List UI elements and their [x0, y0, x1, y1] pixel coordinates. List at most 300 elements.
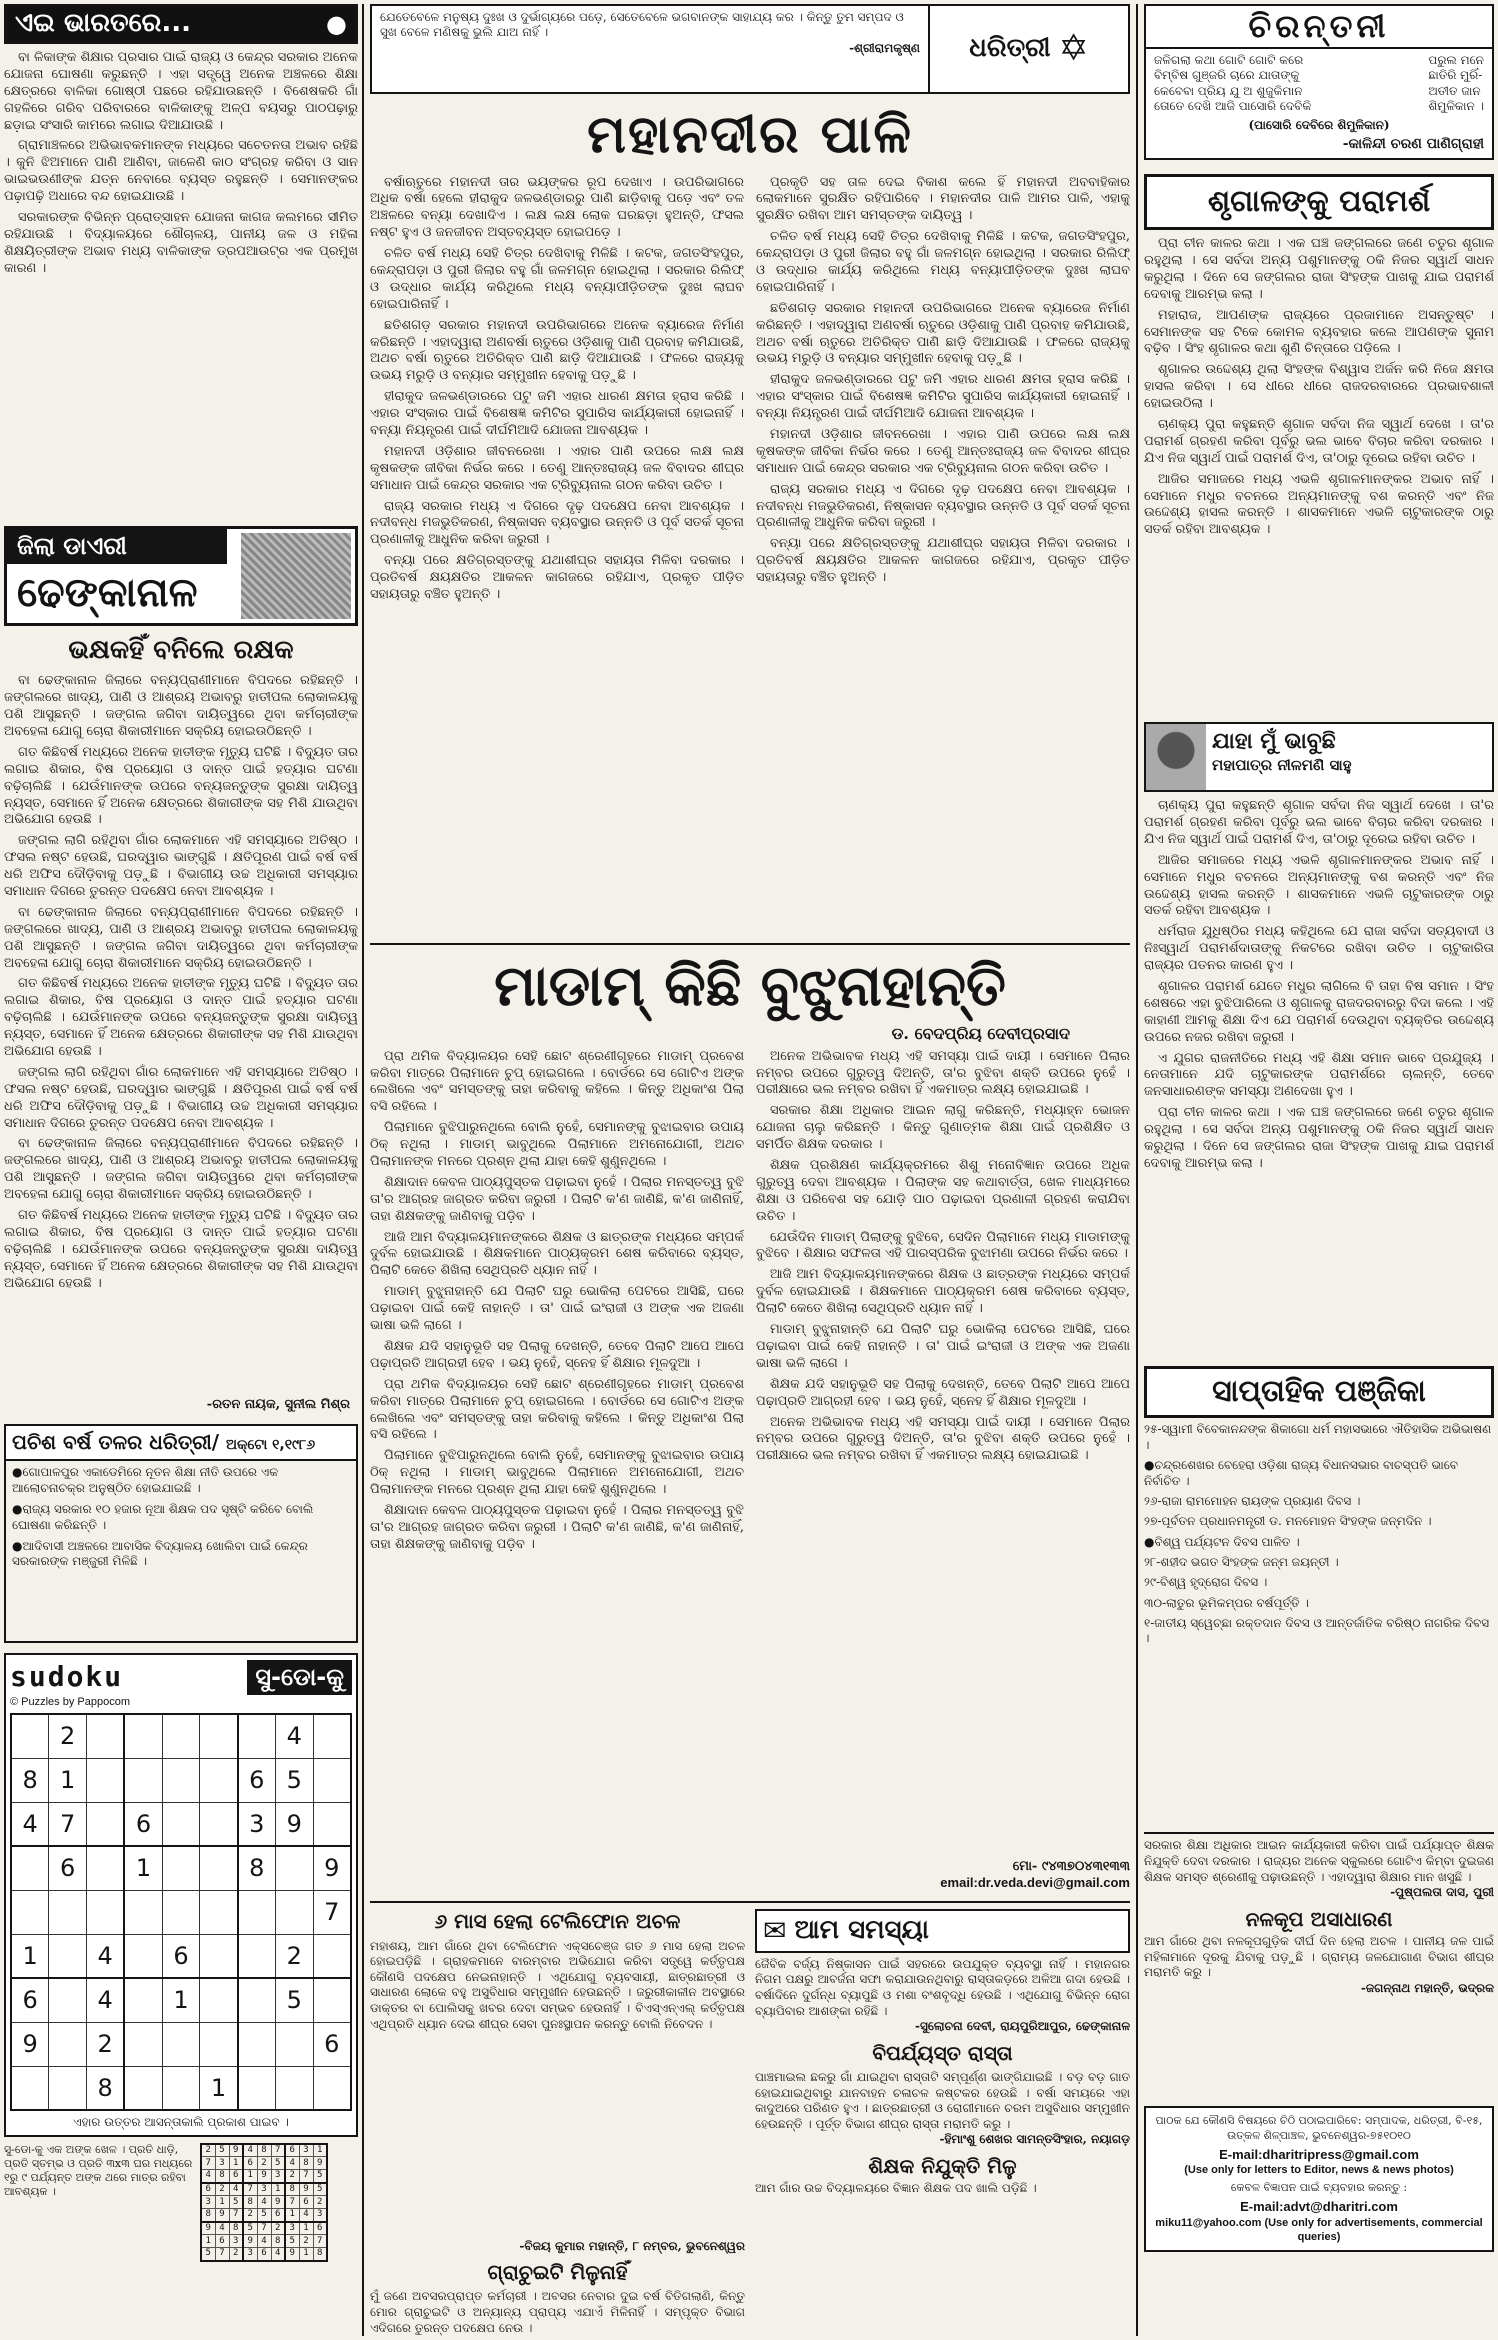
- sudoku-cell[interactable]: [162, 2066, 200, 2110]
- solution-cell: 3: [313, 2209, 327, 2222]
- sudoku-cell[interactable]: 6: [238, 1758, 276, 1802]
- sudoku-cell[interactable]: [238, 2022, 276, 2066]
- solution-cell: 8: [243, 2196, 257, 2209]
- editorial-para: ଚଳିତ ବର୍ଷ ମଧ୍ୟ ସେହି ଚିତ୍ର ଦେଖିବାକୁ ମିଳିଛି । କଟକ, ଜଗତସିଂହପୁର, କେନ୍ଦ୍ରାପଡ଼ା ଓ ପୁରୀ ଜିଲାର ବହୁ ଗାଁ ଜଳମଗ୍ନ ହୋଇଥିଲା । ସରକାର ରିଲିଫ୍ ଓ ଉଦ୍ଧାର କାର୍ଯ୍ୟ କରିଥିଲେ ମଧ୍ୟ ବନ୍ୟାପୀଡ଼ିତଙ୍କ ଦୁଃଖ ଲାଘବ ହୋଇପାରିନାହିଁ ।: [370, 246, 744, 312]
- feature-para: ମାଡାମ୍ ବୁଝୁନାହାନ୍ତି ଯେ ପିଲାଟି ଘରୁ ଭୋକିଲା ପେଟରେ ଆସିଛି, ଘରେ ପଢ଼ାଇବା ପାଇଁ କେହି ନାହାନ୍ତି । ତା' ପାଇଁ ଇଂରାଜୀ ଓ ଅଙ୍କ ଏକ ଅଜଣା ଭାଷା ଭଳି ଲାଗେ ।: [370, 1284, 744, 1334]
- section-title: ଏଇ ଭାରତରେ...: [15, 8, 191, 39]
- poem-title: ଚିରନ୍ତନୀ: [1146, 6, 1492, 49]
- sudoku-cell[interactable]: [238, 1934, 276, 1978]
- solution-cell: 5: [313, 2183, 327, 2196]
- contact-email-editor[interactable]: E-mail:dharitripress@gmail.com: [1219, 2146, 1419, 2162]
- solution-cell: 9: [201, 2222, 215, 2235]
- sudoku-cell[interactable]: 6: [11, 1978, 49, 2022]
- mail-header: [755, 1909, 1130, 1953]
- feature-para: ମାଡାମ୍ ବୁଝୁନାହାନ୍ତି ଯେ ପିଲାଟି ଘରୁ ଭୋକିଲା ପେଟରେ ଆସିଛି, ଘରେ ପଢ଼ାଇବା ପାଇଁ କେହି ନାହାନ୍ତି । ତା' ପାଇଁ ଇଂରାଜୀ ଓ ଅଙ୍କ ଏକ ଅଜଣା ଭାଷା ଭଳି ଲାଗେ ।: [756, 1322, 1130, 1371]
- solution-cell: 9: [285, 2248, 299, 2261]
- sudoku-cell[interactable]: [200, 1978, 238, 2022]
- feature-para: ଶିକ୍ଷାଦାନ କେବଳ ପାଠ୍ୟପୁସ୍ତକ ପଢ଼ାଇବା ନୁହେଁ । ପିଲାର ମନସ୍ତତ୍ୱ ବୁଝି ତା'ର ଆଗ୍ରହ ଜାଗ୍ରତ କରିବା ଜରୁରୀ । ପିଲାଟି କ'ଣ ଜାଣିଛି, କ'ଣ ଜାଣିନାହିଁ, ତାହା ଶିକ୍ଷକଙ୍କୁ ଜାଣିବାକୁ ପଡ଼ିବ ।: [370, 1174, 744, 1224]
- column-author-box: [1144, 722, 1494, 792]
- feature-para: ପ୍ରା ଥମିକ ବିଦ୍ୟାଳୟର ସେହି ଛୋଟ ଶ୍ରେଣୀଗୃହରେ ମାଡାମ୍ ପ୍ରବେଶ କରିବା ମାତ୍ରେ ପିଲାମାନେ ଚୁପ୍ ହୋଇଗଲେ । ବୋର୍ଡରେ ସେ ଗୋଟିଏ ଅଙ୍କ ଲେଖିଲେ ଏବଂ ସମସ୍ତଙ୍କୁ ତାହା କରିବାକୁ କହିଲେ । କିନ୍ତୁ ଅଧିକାଂଶ ପିଲା ବସି ରହିଲେ ।: [370, 1376, 744, 1443]
- quote-text-block: [372, 6, 928, 92]
- sudoku-cell[interactable]: 2: [49, 1714, 87, 1758]
- column-divider: [1136, 4, 1138, 2336]
- solution-cell: 1: [299, 2248, 313, 2261]
- editorial-para: ଚଳିତ ବର୍ଷ ମଧ୍ୟ ସେହି ଚିତ୍ର ଦେଖିବାକୁ ମିଳିଛି । କଟକ, ଜଗତସିଂହପୁର, କେନ୍ଦ୍ରାପଡ଼ା ଓ ପୁରୀ ଜିଲାର ବହୁ ଗାଁ ଜଳମଗ୍ନ ହୋଇଥିଲା । ସରକାର ରିଲିଫ୍ ଓ ଉଦ୍ଧାର କାର୍ଯ୍ୟ କରିଥିଲେ ମଧ୍ୟ ବନ୍ୟାପୀଡ଼ିତଙ୍କ ଦୁଃଖ ଲାଘବ ହୋଇପାରିନାହିଁ ।: [756, 229, 1130, 295]
- sudoku-cell[interactable]: 4: [275, 1714, 313, 1758]
- feature-para: ଅନେକ ଅଭିଭାବକ ମଧ୍ୟ ଏହି ସମସ୍ୟା ପାଇଁ ଦାୟୀ । ସେମାନେ ପିଲାର ନମ୍ବର ଉପରେ ଗୁରୁତ୍ୱ ଦିଅନ୍ତି, ତା'ର ବୁଝିବା ଶକ୍ତି ଉପରେ ନୁହେଁ । ପରୀକ୍ଷାରେ ଭଲ ନମ୍ବର ରଖିବା ହିଁ ଏକମାତ୍ର ଲକ୍ଷ୍ୟ ହୋଇଯାଇଛି ।: [756, 1414, 1130, 1464]
- sudoku-cell[interactable]: [313, 1714, 351, 1758]
- feature-para: ସରକାର ଶିକ୍ଷା ଅଧିକାର ଆଇନ ଲାଗୁ କରିଛନ୍ତି, ମଧ୍ୟାହ୍ନ ଭୋଜନ ଯୋଜନା ଚାଲୁ କରିଛନ୍ତି । କିନ୍ତୁ ଗୁଣାତ୍ମକ ଶିକ୍ଷା ପାଇଁ ପ୍ରଶିକ୍ଷିତ ଓ ସମର୍ପିତ ଶିକ୍ଷକ ଦରକାର ।: [756, 1103, 1130, 1153]
- sudoku-cell-row: [11, 1890, 351, 1934]
- column-para: ଆଜିର ସମାଜରେ ମଧ୍ୟ ଏଭଳି ଶୃଗାଳମାନଙ୍କର ଅଭାବ ନାହିଁ । ସେମାନେ ମଧୁର ବଚନରେ ଅନ୍ୟମାନଙ୍କୁ ବଶ କରନ୍ତି ଏବଂ ନିଜ ଉଦ୍ଦେଶ୍ୟ ହାସଲ କରନ୍ତି । ଶାସକମାନେ ଏଭଳି ଚାଟୁକାରଙ୍କ ଠାରୁ ସତର୍କ ରହିବା ଆବଶ୍ୟକ ।: [1144, 471, 1494, 538]
- solution-cell: 3: [243, 2248, 257, 2261]
- district-para-6: ଜଙ୍ଗଲ ଲାଗି ରହିଥିବା ଗାଁର ଲୋକମାନେ ଏହି ସମସ୍ୟାରେ ଅତିଷ୍ଠ । ଫସଲ ନଷ୍ଟ ହେଉଛି, ଘରଦ୍ୱାର ଭାଙ୍ଗୁଛି । କ୍ଷତିପୂରଣ ପାଇଁ ବର୍ଷ ବର୍ଷ ଧରି ଅଫିସ ଦୌଡ଼ିବାକୁ ପଡ଼ୁଛି । ବିଭାଗୀୟ ଉଚ୍ଚ ଅଧିକାରୀ ସମସ୍ୟାର ସମାଧାନ ଦିଗରେ ତୁରନ୍ତ ପଦକ୍ଷେପ ନେବା ଆବଶ୍ୟକ ।: [4, 1064, 358, 1131]
- opinion2-text: ଆମ ଗାଁରେ ଥିବା ନଳକୂପଗୁଡ଼ିକ ଦୀର୍ଘ ଦିନ ହେଲା ଅଚଳ । ପାନୀୟ ଜଳ ପାଇଁ ମହିଳାମାନେ ଦୂରକୁ ଯିବାକୁ ପଡ଼ୁଛି । ଗ୍ରାମ୍ୟ ଜଳଯୋଗାଣ ବିଭାଗ ଶୀଘ୍ର ମରାମତି କରୁ ।: [1144, 1934, 1494, 1980]
- archive-item: ●ଗୋପାଳପୁର ଏକାଡେମିରେ ନୂତନ ଶିକ୍ଷା ନୀତି ଉପରେ ଏକ ଆଲୋଚନାଚକ୍ର ଅନୁଷ୍ଠିତ ହୋଇଯାଇଛି ।: [12, 1465, 279, 1495]
- solution-cell: 8: [215, 2170, 229, 2183]
- sudoku-cell[interactable]: [200, 1934, 238, 1978]
- solution-cell: 8: [299, 2157, 313, 2170]
- solution-cell: 1: [243, 2170, 257, 2183]
- solution-cell: 4: [229, 2183, 243, 2196]
- editorial-col-1: [370, 175, 744, 935]
- column-para: ମହାରାଜ, ଆପଣଙ୍କ ରାଜ୍ୟରେ ପ୍ରଜାମାନେ ଅସନ୍ତୁଷ୍ଟ । ସେମାନଙ୍କ ସହ ଟିକେ କୋମଳ ବ୍ୟବହାର କଲେ ଆପଣଙ୍କ ସୁନାମ ବଢ଼ିବ । ସିଂହ ଶୃଗାଳର କଥା ଶୁଣି ଚିନ୍ତାରେ ପଡ଼ିଲେ ।: [1144, 307, 1494, 357]
- sudoku-cell[interactable]: [124, 1714, 162, 1758]
- india-map-icon: ●: [326, 9, 347, 38]
- letter2-text: ମୁଁ ଜଣେ ଅବସରପ୍ରାପ୍ତ କର୍ମଚାରୀ । ଅବସର ନେବାର ଦୁଇ ବର୍ଷ ବିତିଗଲାଣି, କିନ୍ତୁ ମୋର ଗ୍ରାଚୁଇଟି ଓ ଅନ୍ୟାନ୍ୟ ପ୍ରାପ୍ୟ ଏଯାଏଁ ମିଳିନାହିଁ । ସମ୍ପୃକ୍ତ ବିଭାଗ ଏଦିଗରେ ତୁରନ୍ତ ପଦକ୍ଷେପ ନେଉ ।: [370, 2289, 745, 2335]
- sudoku-cell[interactable]: [313, 1758, 351, 1802]
- solution-cell: 1: [229, 2157, 243, 2170]
- poem-author: -କାଳିନ୍ଦୀ ଚରଣ ପାଣିଗ୍ରାହୀ: [1342, 135, 1484, 152]
- feature-para: ଆଜି ଆମ ବିଦ୍ୟାଳୟମାନଙ୍କରେ ଶିକ୍ଷକ ଓ ଛାତ୍ରଙ୍କ ମଧ୍ୟରେ ସମ୍ପର୍କ ଦୁର୍ବଳ ହୋଇଯାଉଛି । ଶିକ୍ଷକମାନେ ପାଠ୍ୟକ୍ରମ ଶେଷ କରିବାରେ ବ୍ୟସ୍ତ, ପିଲାଟି କେତେ ଶିଖିଲା ସେଥିପ୍ରତି ଧ୍ୟାନ ନାହିଁ ।: [370, 1229, 744, 1279]
- solution-cell-row: [201, 2157, 327, 2170]
- solution-cell: 8: [257, 2144, 271, 2157]
- archive-box: [4, 1424, 358, 1644]
- sudoku-cell-row: [11, 1978, 351, 2022]
- archive-title: ପଚିଶ ବର୍ଷ ତଳର ଧରିତ୍ରୀ/: [12, 1429, 219, 1454]
- district-byline: -ରତନ ନାୟକ, ସୁନୀଲ ମିଶ୍ର: [206, 1397, 350, 1413]
- sudoku-box: [4, 1653, 358, 2136]
- contact-intro: ପାଠକ ଯେ କୌଣସି ବିଷୟରେ ଚିଠି ପଠାଇପାରିବେ: ସମ୍ପାଦକ, ଧରିତ୍ରୀ, ବି-୧୫, ଉତ୍କଳ ଶିଳ୍ପାଞ୍ଚଳ, ଭୁବନେଶ୍ୱର-୭୫୧୦୧୦: [1155, 2114, 1483, 2142]
- sudoku-cell[interactable]: [313, 1978, 351, 2022]
- sudoku-cell[interactable]: [124, 1758, 162, 1802]
- sudoku-cell[interactable]: [200, 1890, 238, 1934]
- sudoku-cell[interactable]: [87, 1758, 125, 1802]
- sudoku-cell[interactable]: 9: [313, 1846, 351, 1890]
- poem-lines: [1146, 49, 1492, 118]
- sudoku-cell[interactable]: [200, 1846, 238, 1890]
- archive-date: ଅକ୍ଟୋ ୧,୧୯୮୬: [225, 1436, 316, 1453]
- almanac-item: ●ଚନ୍ଦ୍ରଶେଖର ବେହେରା ଓଡ଼ିଶା ରାଜ୍ୟ ବିଧାନସଭାର ବାଚସ୍ପତି ଭାବେ ନିର୍ବାଚିତ ।: [1144, 1458, 1458, 1488]
- sudoku-cell-row: [11, 1714, 351, 1758]
- editorial-para: ବନ୍ୟା ପରେ କ୍ଷତିଗ୍ରସ୍ତଙ୍କୁ ଯଥାଶୀଘ୍ର ସହାୟତା ମିଳିବା ଦରକାର । ପ୍ରତିବର୍ଷ କ୍ଷୟକ୍ଷତିର ଆକଳନ କାଗଜରେ ରହିଯାଏ, ପ୍ରକୃତ ପୀଡ଼ିତ ସହାୟତାରୁ ବଞ୍ଚିତ ହୁଅନ୍ତି ।: [370, 553, 744, 603]
- sudoku-cell[interactable]: [49, 1934, 87, 1978]
- right-column: [1144, 4, 1494, 2336]
- solution-cell: 3: [285, 2222, 299, 2235]
- poem-subtitle: (ପାସୋରି ଦେବିରେ ଶିମୁଳିକାନ): [1248, 118, 1390, 133]
- almanac-item: ୨୬-ରାଜା ରାମମୋହନ ରାୟଙ୍କ ପ୍ରୟାଣ ଦିବସ ।: [1144, 1493, 1361, 1508]
- feature-title: ମାଡାମ୍ କିଛି ବୁଝୁନାହାନ୍ତି: [370, 943, 1130, 1023]
- sudoku-cell[interactable]: [275, 1846, 313, 1890]
- sudoku-cell[interactable]: 7: [313, 1890, 351, 1934]
- solution-cell: 7: [285, 2196, 299, 2209]
- feature-body: [370, 1049, 1130, 1859]
- solution-cell: 2: [285, 2170, 299, 2183]
- solution-cell: 2: [299, 2235, 313, 2248]
- solution-cell-row: [201, 2144, 327, 2157]
- column-para: ଚାଣକ୍ୟ ପୁରା କହୁଛନ୍ତି ଶୃଗାଳ ସର୍ବଦା ନିଜ ସ୍ୱାର୍ଥ ଦେଖେ । ତା'ର ପରାମର୍ଶ ଗ୍ରହଣ କରିବା ପୂର୍ବରୁ ଭଲ ଭାବେ ବିଚାର କରିବା ଦରକାର । ଯିଏ ନିଜ ସ୍ୱାର୍ଥ ପାଇଁ ପରାମର୍ଶ ଦିଏ, ତା'ଠାରୁ ଦୂରେଇ ରହିବା ଉଚିତ ।: [1144, 798, 1494, 847]
- sudoku-cell[interactable]: 3: [238, 1802, 276, 1846]
- sudoku-cell-row: [11, 1846, 351, 1890]
- editorial-para: ହୀରାକୁଦ ଜଳଭଣ୍ଡାରରେ ପଟୁ ଜମି ଏହାର ଧାରଣ କ୍ଷମତା ହ୍ରାସ କରିଛି । ଏହାର ସଂସ୍କାର ପାଇଁ ବିଶେଷଜ୍ଞ କମିଟିର ସୁପାରିସ କାର୍ଯ୍ୟକାରୀ ହୋଇନାହିଁ । ବନ୍ୟା ନିୟନ୍ତ୍ରଣ ପାଇଁ ଦୀର୍ଘମିଆଦି ଯୋଜନା ଆବଶ୍ୟକ ।: [370, 389, 744, 439]
- sudoku-cell[interactable]: [238, 1714, 276, 1758]
- feature-para: ଶିକ୍ଷକ ଯଦି ସହାନୁଭୂତି ସହ ପିଲାକୁ ଦେଖନ୍ତି, ତେବେ ପିଲାଟି ଆପେ ଆପେ ପଢ଼ାପ୍ରତି ଆଗ୍ରହୀ ହେବ । ଭୟ ନୁହେଁ, ସ୍ନେହ ହିଁ ଶିକ୍ଷାର ମୂଳଦୁଆ ।: [370, 1338, 744, 1371]
- left-article-para-1: ବା ଳିକାଙ୍କ ଶିକ୍ଷାର ପ୍ରସାର ପାଇଁ ରାଜ୍ୟ ଓ କେନ୍ଦ୍ର ସରକାର ଅନେକ ଯୋଜନା ଘୋଷଣା କରୁଛନ୍ତି । ଏହା ସତ୍ତ୍ୱେ ଅନେକ ଅଞ୍ଚଳରେ ଶିକ୍ଷା କ୍ଷେତ୍ରରେ ବାଳିକା ଗୋଷ୍ଠୀ ପଛରେ ରହିଯାଉଛନ୍ତି । ବିଶେଷକରି ଗାଁ ଗହଳିରେ ଗରିବ ପରିବାରରେ ବାଳିକାଙ୍କୁ ଅଳ୍ପ ବୟସରୁ ପାଠପଢ଼ାରୁ ଛଡ଼ାଇ ସଂସାରି କାମରେ ଲଗାଇ ଦିଆଯାଉଛି ।: [4, 50, 358, 133]
- sudoku-grid[interactable]: [10, 1713, 352, 2111]
- district-para-4: ବା ଢେଙ୍କାନାଳ ଜିଲାରେ ବନ୍ୟପ୍ରାଣୀମାନେ ବିପଦରେ ରହିଛନ୍ତି । ଜଙ୍ଗଲରେ ଖାଦ୍ୟ, ପାଣି ଓ ଆଶ୍ରୟ ଅଭାବରୁ ହାତୀପଲ ଲୋକାଳୟକୁ ପଶି ଆସୁଛନ୍ତି । ଜଙ୍ଗଲ ଜଗିବା ଦାୟିତ୍ୱରେ ଥିବା କର୍ମଚାରୀଙ୍କ ଅବହେଳା ଯୋଗୁ ଚୋରା ଶିକାରୀମାନେ ସକ୍ରିୟ ହୋଇଉଠିଛନ୍ତି ।: [4, 904, 358, 971]
- almanac-item: ୧-ଜାତୀୟ ସ୍ୱେଚ୍ଛା ରକ୍ତଦାନ ଦିବସ ଓ ଆନ୍ତର୍ଜାତିକ ବରିଷ୍ଠ ନାଗରିକ ଦିବସ ।: [1144, 1616, 1490, 1646]
- sudoku-cell[interactable]: [87, 1846, 125, 1890]
- sudoku-cell-row: [11, 2022, 351, 2066]
- sudoku-cell[interactable]: [87, 1890, 125, 1934]
- sudoku-cell[interactable]: [200, 2022, 238, 2066]
- sudoku-cell[interactable]: 2: [87, 2022, 125, 2066]
- mail-text: ଜୈବିକ ବର୍ଜ୍ୟ ନିଷ୍କାସନ ପାଇଁ ସହରରେ ଉପଯୁକ୍ତ ବ୍ୟବସ୍ଥା ନାହିଁ । ମହାନଗର ନିଗମ ପକ୍ଷରୁ ଆବର୍ଜନା ସଫା କରାଯାଉନଥିବାରୁ ରାସ୍ତାକଡ଼ରେ ଅଳିଆ ଗଦା ହେଉଛି । ବର୍ଷାଦିନେ ଦୁର୍ଗନ୍ଧ ବ୍ୟାପୁଛି ଓ ମଶା ବଂଶବୃଦ୍ଧି ହେଉଛି । ଏଥିଯୋଗୁ ବିଭିନ୍ନ ରୋଗ ବ୍ୟାପିବାର ଆଶଙ୍କା ରହିଛି ।: [755, 1956, 1130, 2018]
- sudoku-cell[interactable]: 5: [275, 1978, 313, 2022]
- sudoku-cell[interactable]: 4: [87, 1934, 125, 1978]
- sudoku-cell[interactable]: 1: [11, 1934, 49, 1978]
- poem-line: ବିମ୍ବିଷ ଗୁଞ୍ଜରି ଚାରେ ଯାତାଙ୍କୁ: [1154, 68, 1300, 83]
- mail-author: -ସୁଲୋଚନା ଦେବୀ, ରାୟପୁରିଆପୁର, ଢେଙ୍କାନାଳ: [915, 2019, 1130, 2034]
- feature-para: ଆଜି ଆମ ବିଦ୍ୟାଳୟମାନଙ୍କରେ ଶିକ୍ଷକ ଓ ଛାତ୍ରଙ୍କ ମଧ୍ୟରେ ସମ୍ପର୍କ ଦୁର୍ବଳ ହୋଇଯାଉଛି । ଶିକ୍ଷକମାନେ ପାଠ୍ୟକ୍ରମ ଶେଷ କରିବାରେ ବ୍ୟସ୍ତ, ପିଲାଟି କେତେ ଶିଖିଲା ସେଥିପ୍ରତି ଧ୍ୟାନ ନାହିଁ ।: [756, 1267, 1130, 1317]
- solution-cell: 9: [271, 2196, 285, 2209]
- almanac-item: ୨୭-ପୂର୍ବତନ ପ୍ରଧାନମନ୍ତ୍ରୀ ଡ. ମନମୋହନ ସିଂହଙ୍କ ଜନ୍ମଦିନ ।: [1144, 1514, 1432, 1529]
- editorial-para: ଛତିଶଗଡ଼ ସରକାର ମହାନଦୀ ଉପରିଭାଗରେ ଅନେକ ବ୍ୟାରେଜ ନିର୍ମାଣ କରିଛନ୍ତି । ଏହାଦ୍ୱାରା ଅଣବର୍ଷା ଋତୁରେ ଓଡ଼ିଶାକୁ ପାଣି ପ୍ରବାହ କମିଯାଉଛି, ଅଥଚ ବର୍ଷା ଋତୁରେ ଅତିରିକ୍ତ ପାଣି ଛାଡ଼ି ଦିଆଯାଉଛି । ଫଳରେ ରାଜ୍ୟକୁ ଉଭୟ ମରୁଡ଼ି ଓ ବନ୍ୟାର ସମ୍ମୁଖୀନ ହେବାକୁ ପଡ଼ୁଛି ।: [370, 317, 744, 384]
- column-para: ଶୃଗାଳର ପରାମର୍ଶ ଯେତେ ମଧୁର ଲାଗିଲେ ବି ତାହା ବିଷ ସମାନ । ସିଂହ ଶେଷରେ ଏହା ବୁଝିପାରିଲେ ଓ ଶୃଗାଳକୁ ରାଜଦରବାରରୁ ବିଦା କଲେ । ଏହି କାହାଣୀ ଆମକୁ ଶିକ୍ଷା ଦିଏ ଯେ ପରାମର୍ଶ ଦେଉଥିବା ବ୍ୟକ୍ତିର ଉଦ୍ଦେଶ୍ୟ ଉପରେ ନଜର ରଖିବା ଜରୁରୀ ।: [1144, 978, 1494, 1045]
- letters-col-2: [755, 1909, 1130, 2336]
- letter1-title: ୬ ମାସ ହେଲା ଟେଲିଫୋନ ଅଚଳ: [434, 1908, 681, 1933]
- sudoku-cell[interactable]: [313, 1934, 351, 1978]
- sudoku-cell[interactable]: 4: [11, 1802, 49, 1846]
- poem-box: [1144, 4, 1494, 160]
- envelope-icon: ✉: [763, 1913, 787, 1947]
- sudoku-cell[interactable]: [162, 1758, 200, 1802]
- contact-email-alt[interactable]: miku11@yahoo.com (Use only for advertisements, commercial queries): [1155, 2217, 1483, 2244]
- column-para: ଧର୍ମରାଜ ଯୁଧିଷ୍ଠିର ମଧ୍ୟ କହିଥିଲେ ଯେ ରାଜା ସର୍ବଦା ସତ୍ୟବାଦୀ ଓ ନିଃସ୍ୱାର୍ଥ ପରାମର୍ଶଦାତାଙ୍କୁ ନିକଟରେ ରଖିବା ଉଚିତ । ଚାଟୁକାରିତା ରାଜ୍ୟର ପତନର କାରଣ ହୁଏ ।: [1144, 924, 1494, 974]
- sudoku-cell[interactable]: 6: [124, 1802, 162, 1846]
- sudoku-cell[interactable]: [11, 2066, 49, 2110]
- sudoku-cell[interactable]: [124, 1978, 162, 2022]
- solution-cell: 7: [257, 2222, 271, 2235]
- solution-cell: 5: [201, 2248, 215, 2261]
- contact-box: [1144, 2106, 1494, 2252]
- almanac-title: ସାପ୍ତାହିକ ପଞ୍ଜିକା: [1144, 1366, 1494, 1418]
- district-headline: ଭକ୍ଷକହିଁ ବନିଲେ ରକ୍ଷକ: [68, 635, 294, 665]
- editorial-para: ହୀରାକୁଦ ଜଳଭଣ୍ଡାରରେ ପଟୁ ଜମି ଏହାର ଧାରଣ କ୍ଷମତା ହ୍ରାସ କରିଛି । ଏହାର ସଂସ୍କାର ପାଇଁ ବିଶେଷଜ୍ଞ କମିଟିର ସୁପାରିସ କାର୍ଯ୍ୟକାରୀ ହୋଇନାହିଁ । ବନ୍ୟା ନିୟନ୍ତ୍ରଣ ପାଇଁ ଦୀର୍ଘମିଆଦି ଯୋଜନା ଆବଶ୍ୟକ ।: [756, 372, 1130, 422]
- solution-cell: 7: [299, 2170, 313, 2183]
- solution-cell: 6: [285, 2144, 299, 2157]
- opinion2-title: ନଳକୂପ ଅସାଧାରଣ: [1245, 1906, 1393, 1931]
- solution-cell: 7: [229, 2209, 243, 2222]
- sudoku-cell[interactable]: 1: [124, 1846, 162, 1890]
- editorial-para: ରାଜ୍ୟ ସରକାର ମଧ୍ୟ ଏ ଦିଗରେ ଦୃଢ଼ ପଦକ୍ଷେପ ନେବା ଆବଶ୍ୟକ । ନଦୀବନ୍ଧ ମଜଭୁତିକରଣ, ନିଷ୍କାସନ ବ୍ୟବସ୍ଥାର ଉନ୍ନତି ଓ ପୂର୍ବ ସତର୍କ ସୂଚନା ପ୍ରଣାଳୀକୁ ଆଧୁନିକ କରିବା ଜରୁରୀ ।: [756, 481, 1130, 531]
- solution-cell: 2: [271, 2222, 285, 2235]
- district-article: [4, 673, 358, 1393]
- feature-footer: [370, 1859, 1130, 1893]
- solution-cell: 2: [257, 2157, 271, 2170]
- solution-cell: 8: [313, 2248, 327, 2261]
- column-para: ପ୍ରା ଚୀନ କାଳର କଥା । ଏକ ଘଞ୍ଚ ଜଙ୍ଗଲରେ ଜଣେ ଚତୁର ଶୃଗାଳ ରହୁଥିଲା । ସେ ସର୍ବଦା ଅନ୍ୟ ପଶୁମାନଙ୍କୁ ଠକି ନିଜର ସ୍ୱାର୍ଥ ସାଧନ କରୁଥିଲା । ଦିନେ ସେ ଜଙ୍ଗଲର ରାଜା ସିଂହଙ୍କ ପାଖକୁ ଯାଇ ପରାମର୍ଶ ଦେବାକୁ ଆରମ୍ଭ କଲା ।: [1144, 236, 1494, 302]
- sudoku-cell[interactable]: [313, 1802, 351, 1846]
- mail-header-title: ଆମ ସମସ୍ୟା: [794, 1915, 929, 1946]
- district-diary-label: ଜିଲା ଡାଏରୀ: [7, 529, 227, 564]
- solution-cell-row: [201, 2209, 327, 2222]
- solution-cell: 5: [313, 2170, 327, 2183]
- district-para-1: ବା ଢେଙ୍କାନାଳ ଜିଲାରେ ବନ୍ୟପ୍ରାଣୀମାନେ ବିପଦରେ ରହିଛନ୍ତି । ଜଙ୍ଗଲରେ ଖାଦ୍ୟ, ପାଣି ଓ ଆଶ୍ରୟ ଅଭାବରୁ ହାତୀପଲ ଲୋକାଳୟକୁ ପଶି ଆସୁଛନ୍ତି । ଜଙ୍ଗଲ ଜଗିବା ଦାୟିତ୍ୱରେ ଥିବା କର୍ମଚାରୀଙ୍କ ଅବହେଳା ଯୋଗୁ ଚୋରା ଶିକାରୀମାନେ ସକ୍ରିୟ ହୋଇଉଠିଛନ୍ତି ।: [4, 673, 358, 739]
- archive-item: ●ଆଦିବାସୀ ଅଞ୍ଚଳରେ ଆବାସିକ ବିଦ୍ୟାଳୟ ଖୋଲିବା ପାଇଁ କେନ୍ଦ୍ର ସରକାରଙ୍କ ମଞ୍ଜୁରୀ ମିଳିଛି ।: [12, 1538, 308, 1569]
- almanac-item: ୨୮-ଶହୀଦ ଭଗତ ସିଂହଙ୍କ ଜନ୍ମ ଜୟନ୍ତୀ ।: [1144, 1554, 1339, 1569]
- column-body: [1144, 236, 1494, 716]
- feature-byline: ଡ. ବେଦପ୍ରିୟ ଦେବୀପ୍ରସାଦ: [891, 1024, 1070, 1044]
- solution-cell: 7: [215, 2248, 229, 2261]
- poem-line: ଛାତିରି ମୁରିଁ-: [1428, 68, 1483, 83]
- almanac-item: ●ବିଶ୍ୱ ପର୍ଯ୍ୟଟନ ଦିବସ ପାଳିତ ।: [1144, 1534, 1300, 1549]
- column-para: ଏ ଯୁଗର ରାଜନୀତିରେ ମଧ୍ୟ ଏହି ଶିକ୍ଷା ସମାନ ଭାବେ ପ୍ରଯୁଜ୍ୟ । ନେତାମାନେ ଯଦି ଚାଟୁକାରଙ୍କ ପରାମର୍ଶରେ ଚାଲନ୍ତି, ତେବେ ଜନସାଧାରଣଙ୍କ ସମସ୍ୟା ଅଣଦେଖା ହୁଏ ।: [1144, 1050, 1494, 1100]
- sudoku-cell[interactable]: [49, 1978, 87, 2022]
- sudoku-solution-grid: [200, 2143, 328, 2262]
- sudoku-cell[interactable]: [49, 1890, 87, 1934]
- solution-cell: 3: [271, 2170, 285, 2183]
- poem-line: ଶିମୁଳିକାନ ।: [1428, 99, 1484, 114]
- solution-cell-row: [201, 2196, 327, 2209]
- sudoku-cell[interactable]: [200, 1714, 238, 1758]
- almanac-item: ୨୫-ସ୍ୱାମୀ ବିବେକାନନ୍ଦଙ୍କ ଶିକାଗୋ ଧର୍ମ ମହାସଭାରେ ଐତିହାସିକ ଅଭିଭାଷଣ ।: [1144, 1422, 1492, 1452]
- sudoku-credit: © Puzzles by Pappocom: [10, 1696, 130, 1709]
- solution-cell: 4: [257, 2235, 271, 2248]
- sudoku-cell[interactable]: [238, 2066, 276, 2110]
- sudoku-cell[interactable]: 5: [275, 1758, 313, 1802]
- feature-para: ଶିକ୍ଷକ ଯଦି ସହାନୁଭୂତି ସହ ପିଲାକୁ ଦେଖନ୍ତି, ତେବେ ପିଲାଟି ଆପେ ଆପେ ପଢ଼ାପ୍ରତି ଆଗ୍ରହୀ ହେବ । ଭୟ ନୁହେଁ, ସ୍ନେହ ହିଁ ଶିକ୍ଷାର ମୂଳଦୁଆ ।: [756, 1376, 1130, 1409]
- feature-col-1: [370, 1049, 744, 1859]
- solution-cell: 8: [285, 2183, 299, 2196]
- mail3-text: ଆମ ଗାଁର ଉଚ୍ଚ ବିଦ୍ୟାଳୟରେ ବିଜ୍ଞାନ ଶିକ୍ଷକ ପଦ ଖାଲି ପଡ଼ିଛି ।: [755, 2181, 1037, 2196]
- sudoku-cell[interactable]: 6: [313, 2022, 351, 2066]
- feature-para: ଅନେକ ଅଭିଭାବକ ମଧ୍ୟ ଏହି ସମସ୍ୟା ପାଇଁ ଦାୟୀ । ସେମାନେ ପିଲାର ନମ୍ବର ଉପରେ ଗୁରୁତ୍ୱ ଦିଅନ୍ତି, ତା'ର ବୁଝିବା ଶକ୍ତି ଉପରେ ନୁହେଁ । ପରୀକ୍ଷାରେ ଭଲ ନମ୍ବର ରଖିବା ହିଁ ଏକମାତ୍ର ଲକ୍ଷ୍ୟ ହୋଇଯାଇଛି ।: [756, 1048, 1130, 1098]
- solution-cell: 7: [201, 2157, 215, 2170]
- sudoku-cell[interactable]: 4: [87, 1978, 125, 2022]
- solution-cell: 4: [285, 2157, 299, 2170]
- solution-cell: 4: [271, 2248, 285, 2261]
- sudoku-title-odia: ସୁ-ଡୋ-କୁ: [247, 1660, 352, 1695]
- column-author-text: [1206, 724, 1492, 790]
- district-photo: [241, 533, 351, 619]
- solution-cell: 5: [215, 2144, 229, 2157]
- archive-list: [6, 1461, 356, 1641]
- sudoku-cell[interactable]: [200, 1802, 238, 1846]
- almanac-item: ୨୯-ବିଶ୍ୱ ହୃଦ୍‌ରୋଗ ଦିବସ ।: [1144, 1575, 1268, 1590]
- letter2-title: ଗ୍ରାଚୁଇଟି ମିଳୁନାହିଁ: [487, 2259, 628, 2284]
- solution-cell: 4: [299, 2209, 313, 2222]
- editorial-para: ଛତିଶଗଡ଼ ସରକାର ମହାନଦୀ ଉପରିଭାଗରେ ଅନେକ ବ୍ୟାରେଜ ନିର୍ମାଣ କରିଛନ୍ତି । ଏହାଦ୍ୱାରା ଅଣବର୍ଷା ଋତୁରେ ଓଡ଼ିଶାକୁ ପାଣି ପ୍ରବାହ କମିଯାଉଛି, ଅଥଚ ବର୍ଷା ଋତୁରେ ଅତିରିକ୍ତ ପାଣି ଛାଡ଼ି ଦିଆଯାଉଛି । ଫଳରେ ରାଜ୍ୟକୁ ଉଭୟ ମରୁଡ଼ି ଓ ବନ୍ୟାର ସମ୍ମୁଖୀନ ହେବାକୁ ପଡ଼ୁଛି ।: [756, 300, 1130, 367]
- quote-bar: [370, 4, 1130, 94]
- sudoku-cell[interactable]: 6: [162, 1934, 200, 1978]
- sudoku-cell[interactable]: 9: [275, 1802, 313, 1846]
- sudoku-cell[interactable]: [162, 1714, 200, 1758]
- solution-cell: 9: [257, 2170, 271, 2183]
- feature-col-2: [756, 1049, 1130, 1859]
- sudoku-cell[interactable]: [162, 1802, 200, 1846]
- sudoku-header: [10, 1659, 352, 1695]
- center-column: [370, 4, 1130, 2336]
- solution-cell: 6: [215, 2235, 229, 2248]
- solution-cell: 6: [257, 2248, 271, 2261]
- solution-cell: 4: [215, 2222, 229, 2235]
- solution-cell: 3: [215, 2157, 229, 2170]
- contact-note-editor: (Use only for letters to Editor, news & news photos): [1184, 2164, 1454, 2177]
- solution-cell-row: [201, 2235, 327, 2248]
- poem-line: ଅତୀତ ଜାନ: [1428, 83, 1481, 98]
- solution-cell-row: [201, 2170, 327, 2183]
- district-diary-header: [4, 526, 358, 626]
- solution-cell: 5: [257, 2209, 271, 2222]
- archive-header: [6, 1426, 356, 1462]
- solution-cell: 2: [229, 2248, 243, 2261]
- solution-cell: 7: [271, 2144, 285, 2157]
- masthead-title: ଧରିତ୍ରୀ: [969, 33, 1051, 64]
- solution-cell: 1: [201, 2235, 215, 2248]
- sudoku-cell[interactable]: [275, 2066, 313, 2110]
- sudoku-cell-row: [11, 1758, 351, 1802]
- opinion-author: -ପୁଷ୍ପଲତା ଦାସ, ପୁରୀ: [1390, 1885, 1494, 1900]
- contact-mid: କେବଳ ବିଜ୍ଞାପନ ପାଇଁ ବ୍ୟବହାର କରନ୍ତୁ :: [1230, 2181, 1408, 2195]
- editorial-title: ମହାନଦୀର ପାଳି: [587, 105, 913, 165]
- almanac-item: ୩୦-ଲାତୁର ଭୂମିକମ୍ପର ବର୍ଷପୂର୍ତ୍ତି ।: [1144, 1595, 1309, 1610]
- sudoku-cell[interactable]: [87, 1714, 125, 1758]
- solution-cell: 6: [243, 2157, 257, 2170]
- opinion-text: ସରକାର ଶିକ୍ଷା ଅଧିକାର ଆଇନ କାର୍ଯ୍ୟକାରୀ କରିବା ପାଇଁ ପର୍ଯ୍ୟାପ୍ତ ଶିକ୍ଷକ ନିଯୁକ୍ତି ଦେବା ଦରକାର । ରାଜ୍ୟର ଅନେକ ସ୍କୁଲରେ ଗୋଟିଏ କିମ୍ବା ଦୁଇଜଣ ଶିକ୍ଷକ ସମସ୍ତ ଶ୍ରେଣୀକୁ ପଢ଼ାଉଛନ୍ତି । ଏହାଦ୍ୱାରା ଶିକ୍ଷାର ମାନ ଖସୁଛି ।: [1144, 1838, 1494, 1884]
- feature-para: ଯେଉଁଦିନ ମାଡାମ୍ ପିଲାଙ୍କୁ ବୁଝିବେ, ସେଦିନ ପିଲାମାନେ ମଧ୍ୟ ମାଡାମଙ୍କୁ ବୁଝିବେ । ଶିକ୍ଷାର ସଫଳତା ଏହି ପାରସ୍ପରିକ ବୁଝାମଣା ଉପରେ ନିର୍ଭର କରେ ।: [756, 1229, 1130, 1262]
- feature-para: ଶିକ୍ଷକ ପ୍ରଶିକ୍ଷଣ କାର୍ଯ୍ୟକ୍ରମରେ ଶିଶୁ ମନୋବିଜ୍ଞାନ ଉପରେ ଅଧିକ ଗୁରୁତ୍ୱ ଦେବା ଆବଶ୍ୟକ । ପିଲାଙ୍କ ସହ କଥାବାର୍ତ୍ତା, ଖେଳ ମାଧ୍ୟମରେ ଶିକ୍ଷା ଓ ପରିବେଶ ସହ ଯୋଡ଼ି ପାଠ ପଢ଼ାଇବା ପ୍ରଣାଳୀ ଗ୍ରହଣ କରାଯିବା ଉଚିତ ।: [756, 1158, 1130, 1224]
- opinion-section: [1144, 1832, 1494, 2102]
- solution-cell: 8: [229, 2222, 243, 2235]
- solution-cell-row: [201, 2183, 327, 2196]
- sudoku-cell[interactable]: [275, 2022, 313, 2066]
- solution-cell: 4: [201, 2170, 215, 2183]
- sudoku-cell[interactable]: [162, 1890, 200, 1934]
- sudoku-cell[interactable]: [11, 1846, 49, 1890]
- sudoku-cell[interactable]: 8: [87, 2066, 125, 2110]
- solution-cell: 4: [243, 2144, 257, 2157]
- solution-cell: 8: [201, 2209, 215, 2222]
- editorial-para: ପ୍ରକୃତି ସହ ତାଳ ଦେଇ ବିକାଶ କଲେ ହିଁ ମହାନଦୀ ଅବବାହିକାର ଲୋକମାନେ ସୁରକ୍ଷିତ ରହିପାରିବେ । ମହାନଦୀର ପାଳି ଆମର ପାଳି, ଏହାକୁ ସୁରକ୍ଷିତ ରଖିବା ଆମ ସମସ୍ତଙ୍କ ଦାୟିତ୍ୱ ।: [756, 174, 1130, 224]
- sudoku-cell[interactable]: [238, 1978, 276, 2022]
- left-article-para-3: ସରକାରଙ୍କ ବିଭିନ୍ନ ପ୍ରୋତ୍ସାହନ ଯୋଜନା କାଗଜ କଲମରେ ସୀମିତ ରହିଯାଉଛି । ବିଦ୍ୟାଳୟରେ ଶୌଚାଳୟ, ପାନୀୟ ଜଳ ଓ ମହିଳା ଶିକ୍ଷୟିତ୍ରୀଙ୍କ ଅଭାବ ମଧ୍ୟ ବାଳିକାଙ୍କ ଡ୍ରପଆଉଟ୍ର ଏକ ପ୍ରମୁଖ କାରଣ ।: [4, 210, 358, 276]
- solution-cell: 6: [299, 2196, 313, 2209]
- sudoku-cell[interactable]: [162, 2022, 200, 2066]
- poem-left: [1154, 53, 1311, 114]
- poem-line: ଜଳିଗଲା କଥା ଗୋଟି ଗୋଟି କରେ: [1154, 52, 1304, 67]
- feature-email[interactable]: email:dr.veda.devi@gmail.com: [940, 1875, 1130, 1891]
- editorial-body: [370, 175, 1130, 935]
- sudoku-cell[interactable]: [49, 2066, 87, 2110]
- feature-phone: ମୋ- ୯୪୩୭୦୪୩୧୩୩: [1012, 1858, 1130, 1874]
- contact-email-advt[interactable]: E-mail:advt@dharitri.com: [1240, 2199, 1398, 2215]
- sudoku-cell[interactable]: [238, 1890, 276, 1934]
- sudoku-cell-row: [11, 1934, 351, 1978]
- solution-cell: 3: [229, 2235, 243, 2248]
- sudoku-cell[interactable]: [11, 1890, 49, 1934]
- feature-para: ପିଲାମାନେ ବୁଝିପାରୁନଥିଲେ ବୋଲି ନୁହେଁ, ସେମାନଙ୍କୁ ବୁଝାଇବାର ଉପାୟ ଠିକ୍ ନଥିଲା । ମାଡାମ୍ ଭାବୁଥିଲେ ପିଲାମାନେ ଅମନୋଯୋଗୀ, ଅଥଚ ପିଲାମାନଙ୍କ ମନରେ ପ୍ରଶ୍ନ ଥିଲା ଯାହା କେହି ଶୁଣୁନଥିଲେ ।: [370, 1448, 744, 1498]
- sudoku-cell[interactable]: [124, 1934, 162, 1978]
- sudoku-cell[interactable]: [162, 1846, 200, 1890]
- sudoku-cell[interactable]: [200, 1758, 238, 1802]
- feature-para: ଶିକ୍ଷାଦାନ କେବଳ ପାଠ୍ୟପୁସ୍ତକ ପଢ଼ାଇବା ନୁହେଁ । ପିଲାର ମନସ୍ତତ୍ୱ ବୁଝି ତା'ର ଆଗ୍ରହ ଜାଗ୍ରତ କରିବା ଜରୁରୀ । ପିଲାଟି କ'ଣ ଜାଣିଛି, କ'ଣ ଜାଣିନାହିଁ, ତାହା ଶିକ୍ଷକଙ୍କୁ ଜାଣିବାକୁ ପଡ଼ିବ ।: [370, 1502, 744, 1552]
- sudoku-cell[interactable]: 2: [275, 1934, 313, 1978]
- letter1-text: ମହାଶୟ, ଆମ ଗାଁରେ ଥିବା ଟେଲିଫୋନ ଏକ୍ସଚେଞ୍ଜ ଗତ ୬ ମାସ ହେଲା ଅଚଳ ହୋଇପଡ଼ିଛି । ଗ୍ରାହକମାନେ ବାରମ୍ବାର ଅଭିଯୋଗ କରିବା ସତ୍ତ୍ୱେ କର୍ତ୍ତୃପକ୍ଷ କୌଣସି ପଦକ୍ଷେପ ନେଇନାହାନ୍ତି । ଏଥିଯୋଗୁ ବ୍ୟବସାୟୀ, ଛାତ୍ରଛାତ୍ରୀ ଓ ସାଧାରଣ ଲୋକେ ବହୁ ଅସୁବିଧାର ସମ୍ମୁଖୀନ ହେଉଛନ୍ତି । ଜରୁରୀକାଳୀନ ଅବସ୍ଥାରେ ଡାକ୍ତର ବା ପୋଲିସକୁ ଖବର ଦେବା ସମ୍ଭବ ହେଉନାହିଁ । ବିଏସ୍ଏନ୍ଏଲ୍ କର୍ତ୍ତୃପକ୍ଷ ଏଥିପ୍ରତି ଧ୍ୟାନ ଦେଇ ଶୀଘ୍ର ସେବା ପୁନଃସ୍ଥାପନ କରନ୍ତୁ ବୋଲି ନିବେଦନ ।: [370, 1938, 745, 2031]
- sudoku-cell[interactable]: 9: [11, 2022, 49, 2066]
- solution-cell: 2: [243, 2209, 257, 2222]
- solution-cell-row: [201, 2222, 327, 2235]
- sudoku-title: sudoku: [10, 1660, 124, 1694]
- solution-cell: 6: [313, 2222, 327, 2235]
- sudoku-cell[interactable]: 8: [11, 1758, 49, 1802]
- sudoku-cell[interactable]: 1: [49, 1758, 87, 1802]
- poem-line: ପରୁଲ ମନେ: [1428, 52, 1484, 67]
- sudoku-cell[interactable]: [87, 1802, 125, 1846]
- solution-cell: 9: [215, 2209, 229, 2222]
- left-column: [4, 4, 358, 2336]
- sudoku-cell[interactable]: [275, 1890, 313, 1934]
- solution-cell: 3: [299, 2144, 313, 2157]
- sudoku-cell[interactable]: [124, 2066, 162, 2110]
- solution-cell: 2: [313, 2196, 327, 2209]
- editorial-para: ମହାନଦୀ ଓଡ଼ିଶାର ଜୀବନରେଖା । ଏହାର ପାଣି ଉପରେ ଲକ୍ଷ ଲକ୍ଷ କୃଷକଙ୍କ ଜୀବିକା ନିର୍ଭର କରେ । ତେଣୁ ଆନ୍ତଃରାଜ୍ୟ ଜଳ ବିବାଦର ଶୀଘ୍ର ସମାଧାନ ପାଇଁ କେନ୍ଦ୍ର ସରକାର ଏକ ଟ୍ରିବ୍ୟୁନାଲ ଗଠନ କରିବା ଉଚିତ ।: [756, 427, 1130, 476]
- solution-cell: 3: [201, 2196, 215, 2209]
- solution-cell: 7: [313, 2235, 327, 2248]
- solution-cell: 9: [299, 2183, 313, 2196]
- solution-cell: 6: [229, 2170, 243, 2183]
- sudoku-cell[interactable]: 1: [162, 1978, 200, 2022]
- solution-cell: 9: [313, 2157, 327, 2170]
- sudoku-cell[interactable]: 6: [49, 1846, 87, 1890]
- sudoku-cell[interactable]: [11, 1714, 49, 1758]
- sudoku-footer: [4, 2143, 358, 2262]
- district-para-3: ଜଙ୍ଗଲ ଲାଗି ରହିଥିବା ଗାଁର ଲୋକମାନେ ଏହି ସମସ୍ୟାରେ ଅତିଷ୍ଠ । ଫସଲ ନଷ୍ଟ ହେଉଛି, ଘରଦ୍ୱାର ଭାଙ୍ଗୁଛି । କ୍ଷତିପୂରଣ ପାଇଁ ବର୍ଷ ବର୍ଷ ଧରି ଅଫିସ ଦୌଡ଼ିବାକୁ ପଡ଼ୁଛି । ବିଭାଗୀୟ ଉଚ୍ଚ ଅଧିକାରୀ ସମସ୍ୟାର ସମାଧାନ ଦିଗରେ ତୁରନ୍ତ ପଦକ୍ଷେପ ନେବା ଆବଶ୍ୟକ ।: [4, 833, 358, 899]
- almanac-list: [1144, 1422, 1494, 1832]
- feature-para: ପିଲାମାନେ ବୁଝିପାରୁନଥିଲେ ବୋଲି ନୁହେଁ, ସେମାନଙ୍କୁ ବୁଝାଇବାର ଉପାୟ ଠିକ୍ ନଥିଲା । ମାଡାମ୍ ଭାବୁଥିଲେ ପିଲାମାନେ ଅମନୋଯୋଗୀ, ଅଥଚ ପିଲାମାନଙ୍କ ମନରେ ପ୍ରଶ୍ନ ଥିଲା ଯାହା କେହି ଶୁଣୁନଥିଲେ ।: [370, 1120, 744, 1170]
- sudoku-cell[interactable]: 1: [200, 2066, 238, 2110]
- left-article-para-2: ଗ୍ରାମାଞ୍ଚଳରେ ଅଭିଭାବକମାନଙ୍କ ମଧ୍ୟରେ ସଚେତନତା ଅଭାବ ରହିଛି । କୁନି ଝିଅମାନେ ପାଣି ଆଣିବା, ଜାଳେଣି କାଠ ସଂଗ୍ରହ କରିବା ଓ ସାନ ଭାଇଭଉଣୀଙ୍କ ଯତ୍ନ ନେବାରେ ବ୍ୟସ୍ତ ରହୁଛନ୍ତି । ସେମାନଙ୍କର ପଢ଼ାପଢ଼ି ଅଧାରେ ବନ୍ଦ ହୋଇଯାଉଛି ।: [4, 138, 358, 205]
- solution-cell: 1: [313, 2144, 327, 2157]
- column-para: ଶୃଗାଳର ଉଦ୍ଦେଶ୍ୟ ଥିଲା ସିଂହଙ୍କ ବିଶ୍ୱାସ ଅର୍ଜନ କରି ନିଜେ କ୍ଷମତା ହାସଲ କରିବା । ସେ ଧୀରେ ଧୀରେ ରାଜଦରବାରରେ ପ୍ରଭାବଶାଳୀ ହୋଇଉଠିଲା ।: [1144, 362, 1494, 412]
- sudoku-cell[interactable]: [124, 1890, 162, 1934]
- district-para-5: ଗତ କିଛିବର୍ଷ ମଧ୍ୟରେ ଅନେକ ହାତୀଙ୍କ ମୃତ୍ୟୁ ଘଟିଛି । ବିଦ୍ୟୁତ ତାର ଲଗାଇ ଶିକାର, ବିଷ ପ୍ରୟୋଗ ଓ ଦାନ୍ତ ପାଇଁ ହତ୍ୟାର ଘଟଣା ବଢ଼ିଚାଲିଛି । ଯେଉଁମାନଙ୍କ ଉପରେ ବନ୍ୟଜନ୍ତୁଙ୍କ ସୁରକ୍ଷା ଦାୟିତ୍ୱ ନ୍ୟସ୍ତ, ସେମାନେ ହିଁ ଅନେକ କ୍ଷେତ୍ରରେ ଶିକାରୀଙ୍କ ସହ ମିଶି ଯାଉଥିବା ଅଭିଯୋଗ ହେଉଛି ।: [4, 976, 358, 1059]
- masthead-logo: [928, 6, 1128, 92]
- archive-item: ●ରାଜ୍ୟ ସରକାର ୧୦ ହଜାର ନୂଆ ଶିକ୍ଷକ ପଦ ସୃଷ୍ଟି କରିବେ ବୋଲି ଘୋଷଣା କରିଛନ୍ତି ।: [12, 1502, 314, 1532]
- opinion2-author: -ଜଗନ୍ନାଥ ମହାନ୍ତି, ଭଦ୍ରକ: [1360, 1980, 1494, 1995]
- mail2-author: -ହିମାଂଶୁ ଶେଖର ସାମନ୍ତସିଂହାର, ନୟାଗଡ଼: [939, 2132, 1130, 2147]
- sudoku-cell[interactable]: [124, 2022, 162, 2066]
- poem-line: କେବେବା ପ୍ରିୟ ଯୁ ଅ ଶୁଜୁକିମାନ: [1154, 83, 1303, 98]
- left-article: [4, 50, 358, 520]
- district-para-2: ଗତ କିଛିବର୍ଷ ମଧ୍ୟରେ ଅନେକ ହାତୀଙ୍କ ମୃତ୍ୟୁ ଘଟିଛି । ବିଦ୍ୟୁତ ତାର ଲଗାଇ ଶିକାର, ବିଷ ପ୍ରୟୋଗ ଓ ଦାନ୍ତ ପାଇଁ ହତ୍ୟାର ଘଟଣା ବଢ଼ିଚାଲିଛି । ଯେଉଁମାନଙ୍କ ଉପରେ ବନ୍ୟଜନ୍ତୁଙ୍କ ସୁରକ୍ଷା ଦାୟିତ୍ୱ ନ୍ୟସ୍ତ, ସେମାନେ ହିଁ ଅନେକ କ୍ଷେତ୍ରରେ ଶିକାରୀଙ୍କ ସହ ମିଶି ଯାଉଥିବା ଅଭିଯୋଗ ହେଉଛି ।: [4, 744, 358, 828]
- sudoku-cell[interactable]: [313, 2066, 351, 2110]
- solution-cell: 1: [299, 2222, 313, 2235]
- editorial-para: ମହାନଦୀ ଓଡ଼ିଶାର ଜୀବନରେଖା । ଏହାର ପାଣି ଉପରେ ଲକ୍ଷ ଲକ୍ଷ କୃଷକଙ୍କ ଜୀବିକା ନିର୍ଭର କରେ । ତେଣୁ ଆନ୍ତଃରାଜ୍ୟ ଜଳ ବିବାଦର ଶୀଘ୍ର ସମାଧାନ ପାଇଁ କେନ୍ଦ୍ର ସରକାର ଏକ ଟ୍ରିବ୍ୟୁନାଲ ଗଠନ କରିବା ଉଚିତ ।: [370, 443, 744, 493]
- sudoku-cell[interactable]: 8: [238, 1846, 276, 1890]
- sudoku-cell[interactable]: [49, 2022, 87, 2066]
- sudoku-cell[interactable]: 7: [49, 1802, 87, 1846]
